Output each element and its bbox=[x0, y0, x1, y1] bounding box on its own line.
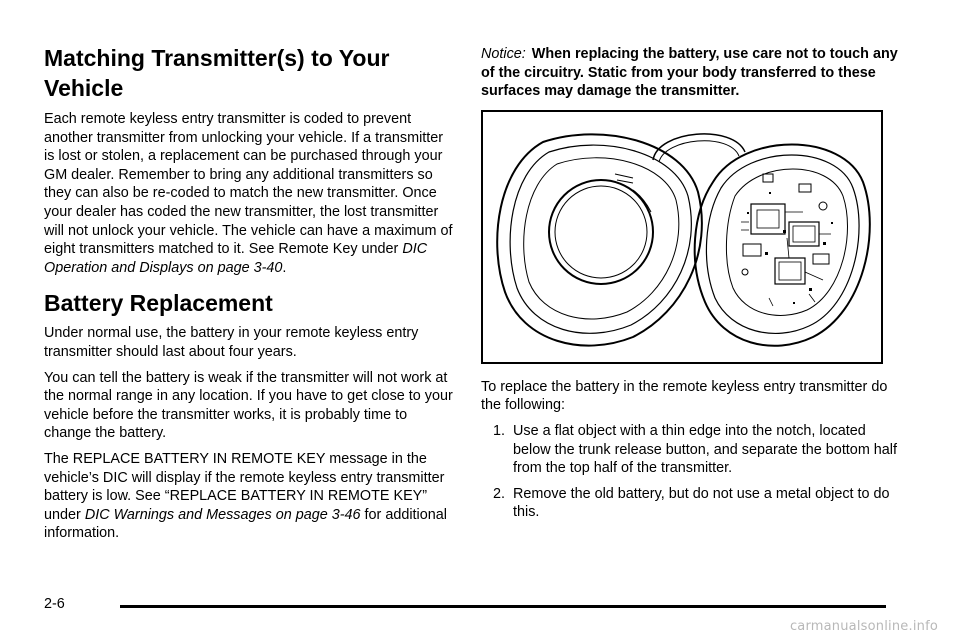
right-column bbox=[481, 45, 901, 529]
transmitter-illustration bbox=[481, 110, 883, 364]
section-title-battery: Battery Replacement bbox=[44, 290, 273, 317]
dic-warnings-reference[interactable]: DIC Warnings and Messages on page 3-46 bbox=[84, 506, 361, 523]
p3-end: for additional information. bbox=[44, 506, 447, 542]
p3-start: The REPLACE BATTERY IN REMOTE KEY message in the vehicle’s DIC will display if the remote keyless entry transmitter battery is low. See “REPLACE BATTERY IN REMOTE KEY” under bbox=[44, 450, 445, 523]
matching-body: Each remote keyless entry transmitter is coded to prevent another transmitter from unlocking your vehicle. If a transmitter is lost or stolen, a replacement can be purchased through your GM dealer. Remember to bring any additional transmitters so they can also be re-coded to match the new transmitter. Once your dealer has coded the new transmitter, the lost transmitter will not unlock your vehicle. The vehicle can have a maximum of eight transmitters matched to it. See Remote Key under bbox=[44, 111, 453, 258]
transmitter-drawing bbox=[483, 112, 881, 362]
footer-divider bbox=[120, 605, 886, 608]
dic-operation-reference[interactable]: DIC Operation and Displays on page 3-40 bbox=[44, 241, 428, 276]
period: . bbox=[282, 259, 287, 276]
list-item bbox=[493, 422, 901, 478]
notice-text: When replacing the battery, use care not to touch any of the circuitry. Static from your body transferred to these surfaces may damage the transmitter. bbox=[481, 46, 898, 100]
battery-paragraph-2: You can tell the battery is weak if the transmitter will not work at the normal range in any location. If you have to get close to your vehicle before the transmitter works, it is probably time to change the battery. bbox=[44, 369, 453, 442]
page-number: 2-6 bbox=[44, 596, 65, 612]
step-number: 2. bbox=[493, 485, 506, 502]
section-title-matching bbox=[44, 43, 454, 103]
left-column bbox=[44, 43, 454, 550]
instructions-list bbox=[481, 422, 901, 522]
title-line-1: Matching Transmitter(s) to Your bbox=[44, 45, 390, 71]
notice-block bbox=[481, 45, 901, 101]
notice-label: Notice: bbox=[481, 46, 526, 62]
list-item bbox=[493, 485, 901, 522]
battery-paragraph-3 bbox=[44, 450, 454, 543]
step-text: Remove the old battery, but do not use a metal object to do this. bbox=[513, 485, 890, 521]
step-number: 1. bbox=[493, 422, 506, 439]
title-line-2: Vehicle bbox=[44, 75, 124, 101]
matching-paragraph bbox=[44, 110, 454, 277]
step-text: Use a flat object with a thin edge into the notch, located below the trunk release button, and separate the bottom half from the top half of the transmitter. bbox=[513, 422, 898, 477]
instructions-intro: To replace the battery in the remote keyless entry transmitter do the following: bbox=[481, 378, 888, 414]
battery-paragraph-1: Under normal use, the battery in your remote keyless entry transmitter should last about four years. bbox=[44, 325, 419, 360]
watermark: carmanualsonline.info bbox=[789, 619, 938, 634]
